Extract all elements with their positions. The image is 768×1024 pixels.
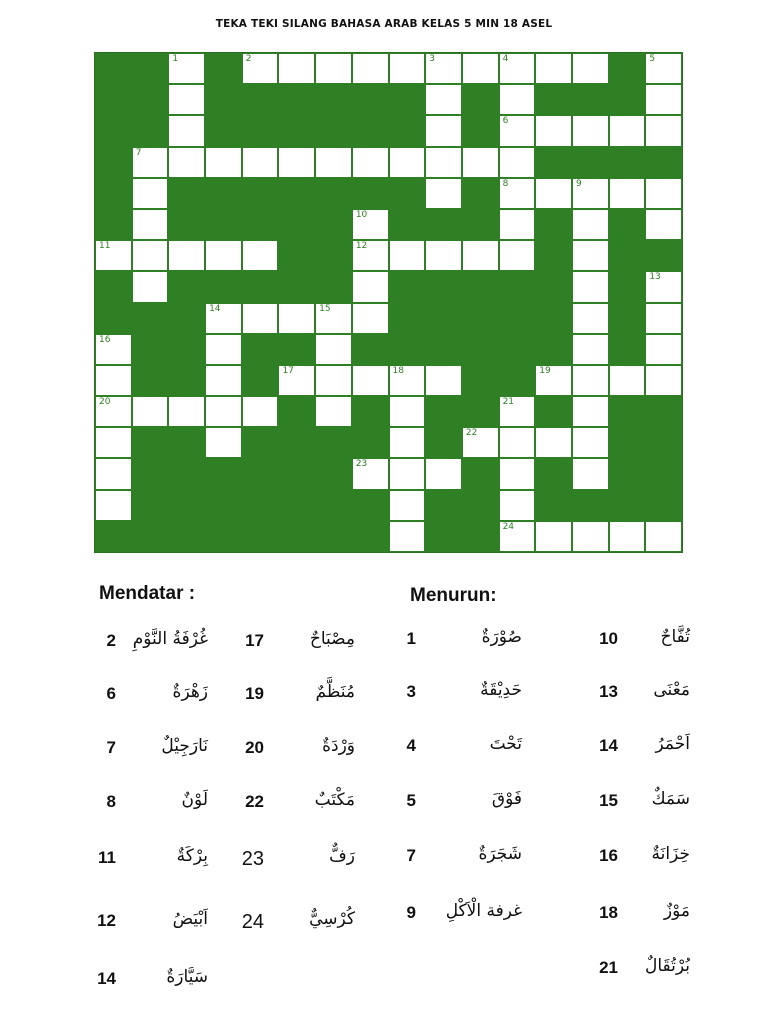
grid-cell[interactable] [389, 458, 426, 489]
clue-text: كُرْسِيٌّ [309, 909, 355, 929]
grid-cell[interactable] [499, 53, 536, 84]
clue-text: مُنَظَّمٌ [315, 682, 355, 702]
grid-cell[interactable] [645, 115, 682, 146]
crossword-grid [95, 53, 682, 552]
clue-text: غرفة الْاَكْلِ [445, 901, 522, 921]
clue-number: 9 [406, 903, 416, 922]
clue-number: 3 [406, 682, 416, 701]
grid-cell[interactable] [425, 458, 462, 489]
clue-text: بِرْكَةٌ [176, 846, 208, 866]
grid-cell[interactable] [645, 365, 682, 396]
clue-number: 1 [406, 629, 416, 648]
grid-cell[interactable] [535, 521, 572, 552]
grid-cell[interactable] [535, 178, 572, 209]
clue-text: نَارَجِيْلٌ [161, 736, 208, 756]
grid-cell[interactable] [425, 147, 462, 178]
grid-cell[interactable] [132, 209, 169, 240]
grid-cell[interactable] [168, 147, 205, 178]
grid-cell[interactable] [572, 240, 609, 271]
clue-number: 7 [406, 846, 416, 865]
grid-cell[interactable] [315, 53, 352, 84]
grid-cell[interactable] [352, 365, 389, 396]
clue-text: اَبْيَضُ [172, 909, 208, 929]
grid-cell[interactable] [278, 365, 315, 396]
cell-number: 8 [502, 178, 509, 189]
clue-text: حَدِيْقَةٌ [480, 680, 522, 700]
clue-text: مَعْنَى [653, 680, 690, 700]
grid-cell[interactable] [609, 115, 646, 146]
grid-cell[interactable] [168, 53, 205, 84]
clue-number: 18 [599, 903, 618, 922]
clue-text: تَحْتَ [489, 734, 522, 754]
grid-cell[interactable] [462, 147, 499, 178]
clue-text: اَحْمَرُ [655, 734, 690, 754]
grid-cell[interactable] [499, 521, 536, 552]
grid-cell[interactable] [425, 365, 462, 396]
grid-cell[interactable] [572, 271, 609, 302]
clue-text: مَوْزٌ [663, 901, 690, 921]
grid-cell[interactable] [315, 147, 352, 178]
grid-cell[interactable] [499, 84, 536, 115]
cell-number: 6 [502, 116, 509, 127]
grid-cell[interactable] [352, 240, 389, 271]
grid-cell[interactable] [242, 53, 279, 84]
grid-cell[interactable] [95, 490, 132, 521]
grid-cell[interactable] [242, 396, 279, 427]
grid-cell[interactable] [645, 303, 682, 334]
clue-text: مَكْتَبٌ [314, 790, 355, 810]
clue-number: 23 [241, 848, 264, 870]
clue-text: زَهْرَةٌ [172, 682, 208, 702]
grid-cell[interactable] [205, 396, 242, 427]
grid-cell[interactable] [499, 240, 536, 271]
grid-cell[interactable] [315, 334, 352, 365]
grid-cell[interactable] [535, 53, 572, 84]
grid-cell[interactable] [499, 115, 536, 146]
grid-cell[interactable] [389, 53, 426, 84]
grid-cell[interactable] [425, 240, 462, 271]
grid-cell[interactable] [352, 303, 389, 334]
clue-text: تُفَّاحٌ [660, 627, 690, 647]
grid-cell[interactable] [132, 396, 169, 427]
cell-number: 18 [392, 365, 404, 376]
clue-text: شَجَرَةٌ [478, 844, 522, 864]
grid-cell[interactable] [315, 365, 352, 396]
mendatar-heading: Mendatar : [99, 583, 196, 604]
grid-cell[interactable] [499, 209, 536, 240]
grid-cell[interactable] [425, 178, 462, 209]
clue-number: 13 [599, 682, 618, 701]
grid-cell[interactable] [572, 396, 609, 427]
grid-cell[interactable] [95, 240, 132, 271]
cell-number: 4 [502, 54, 509, 64]
grid-cell[interactable] [609, 178, 646, 209]
clue-number: 24 [241, 911, 264, 933]
clue-number: 21 [599, 958, 618, 977]
grid-cell[interactable] [95, 365, 132, 396]
grid-cell[interactable] [132, 271, 169, 302]
clue-number: 14 [97, 969, 116, 988]
clue-number: 15 [599, 791, 618, 810]
grid-cell[interactable] [572, 303, 609, 334]
grid-cell[interactable] [645, 209, 682, 240]
grid-cell[interactable] [535, 115, 572, 146]
clue-text: وَرْدَةٌ [322, 736, 355, 756]
clue-text: مِصْبَاحٌ [309, 629, 355, 649]
grid-cell[interactable] [352, 147, 389, 178]
grid-cell[interactable] [645, 53, 682, 84]
grid-cell[interactable] [425, 84, 462, 115]
grid-cell[interactable] [499, 490, 536, 521]
clue-number: 19 [245, 684, 264, 703]
cell-number: 17 [282, 365, 294, 376]
grid-cell[interactable] [609, 521, 646, 552]
cell-number: 7 [135, 147, 142, 158]
grid-cell[interactable] [389, 147, 426, 178]
grid-cell[interactable] [572, 458, 609, 489]
cell-number: 11 [99, 241, 111, 252]
clue-number: 6 [106, 684, 116, 703]
cell-number: 13 [649, 272, 661, 283]
grid-cell[interactable] [315, 396, 352, 427]
grid-cell[interactable] [168, 240, 205, 271]
clue-number: 12 [97, 911, 116, 930]
grid-cell[interactable] [389, 427, 426, 458]
grid-cell[interactable] [205, 240, 242, 271]
grid-cell[interactable] [499, 427, 536, 458]
grid-cell[interactable] [95, 396, 132, 427]
grid-cell[interactable] [572, 53, 609, 84]
clue-number: 11 [98, 848, 116, 867]
grid-cell[interactable] [132, 240, 169, 271]
grid-cell[interactable] [168, 84, 205, 115]
grid-cell[interactable] [389, 365, 426, 396]
grid-cell[interactable] [389, 240, 426, 271]
grid-cell[interactable] [572, 334, 609, 365]
cell-number: 2 [245, 54, 252, 64]
grid-cell[interactable] [205, 303, 242, 334]
grid-cell[interactable] [168, 396, 205, 427]
cell-number: 14 [209, 303, 221, 314]
clue-number: 4 [406, 736, 416, 755]
grid-cell[interactable] [278, 147, 315, 178]
grid-cell[interactable] [205, 147, 242, 178]
grid-cell[interactable] [462, 53, 499, 84]
cell-number: 5 [649, 54, 656, 64]
cell-number: 21 [502, 397, 515, 408]
grid-cell[interactable] [205, 334, 242, 365]
grid-cell[interactable] [425, 115, 462, 146]
clue-text: غُرْفَةُ النَّوْمِ [132, 629, 208, 649]
clue-number: 5 [406, 791, 416, 810]
grid-cell[interactable] [242, 303, 279, 334]
cell-number: 9 [575, 178, 582, 189]
clue-text: رَفٌّ [329, 846, 355, 866]
grid-cell[interactable] [572, 209, 609, 240]
grid-cell[interactable] [645, 521, 682, 552]
grid-cell[interactable] [389, 490, 426, 521]
grid-cell[interactable] [535, 427, 572, 458]
grid-cell[interactable] [278, 303, 315, 334]
cell-number: 1 [172, 54, 179, 64]
grid-cell[interactable] [352, 271, 389, 302]
grid-cell[interactable] [645, 271, 682, 302]
clue-text: فَوْقَ [491, 789, 522, 809]
grid-cell[interactable] [499, 458, 536, 489]
clue-number: 14 [599, 736, 618, 755]
grid-cell[interactable] [645, 178, 682, 209]
cell-number: 3 [429, 54, 435, 64]
grid-cell[interactable] [242, 147, 279, 178]
cell-number: 24 [502, 521, 515, 532]
grid-cell[interactable] [132, 178, 169, 209]
grid-cell[interactable] [462, 427, 499, 458]
cell-number: 23 [355, 459, 368, 470]
cell-number: 16 [99, 334, 111, 345]
grid-cell[interactable] [132, 147, 169, 178]
cell-number: 12 [355, 241, 368, 252]
clue-number: 20 [245, 738, 264, 757]
grid-cell[interactable] [352, 209, 389, 240]
cell-number: 20 [99, 397, 111, 408]
clue-text: سَمَكٌ [651, 789, 690, 809]
grid-cell[interactable] [572, 115, 609, 146]
grid-cell[interactable] [352, 53, 389, 84]
grid-cell[interactable] [95, 334, 132, 365]
grid-cell[interactable] [645, 84, 682, 115]
grid-cell[interactable] [499, 178, 536, 209]
clue-text: سَيَّارَةٌ [166, 967, 208, 987]
menurun-heading: Menurun: [410, 585, 497, 606]
clue-text: خِزَانَةٌ [651, 844, 690, 864]
grid-cell[interactable] [168, 115, 205, 146]
clue-text: صُوْرَةٌ [481, 627, 522, 647]
clue-number: 8 [106, 792, 116, 811]
grid-cell[interactable] [499, 147, 536, 178]
page-title: TEKA TEKI SILANG BAHASA ARAB KELAS 5 MIN 18 ASEL [215, 18, 553, 30]
grid-cell[interactable] [572, 365, 609, 396]
cell-number: 19 [539, 365, 551, 376]
grid-cell[interactable] [645, 334, 682, 365]
cell-number: 15 [319, 303, 331, 314]
clue-number: 17 [245, 631, 264, 650]
grid-cell[interactable] [535, 365, 572, 396]
grid-cell[interactable] [352, 458, 389, 489]
grid-cell[interactable] [572, 427, 609, 458]
clue-text: لَوْنٌ [181, 790, 208, 810]
clue-number: 2 [106, 631, 116, 650]
clue-number: 10 [599, 629, 618, 648]
clue-number: 16 [599, 846, 618, 865]
clue-number: 22 [245, 792, 264, 811]
grid-cell[interactable] [572, 521, 609, 552]
grid-cell[interactable] [389, 521, 426, 552]
clue-number: 7 [106, 738, 116, 757]
grid-cell[interactable] [278, 53, 315, 84]
grid-cell[interactable] [609, 365, 646, 396]
cell-number: 22 [465, 428, 478, 439]
grid-cell[interactable] [205, 427, 242, 458]
grid-cell[interactable] [95, 458, 132, 489]
grid-cell[interactable] [315, 303, 352, 334]
grid-cell[interactable] [95, 427, 132, 458]
cell-number: 10 [355, 209, 368, 220]
grid-cell[interactable] [242, 240, 279, 271]
grid-cell[interactable] [499, 396, 536, 427]
grid-cell[interactable] [389, 396, 426, 427]
grid-cell[interactable] [425, 53, 462, 84]
grid-cell[interactable] [462, 240, 499, 271]
clue-text: بُرْتُقَالٌ [645, 956, 690, 976]
grid-cell[interactable] [205, 365, 242, 396]
grid-cell[interactable] [572, 178, 609, 209]
